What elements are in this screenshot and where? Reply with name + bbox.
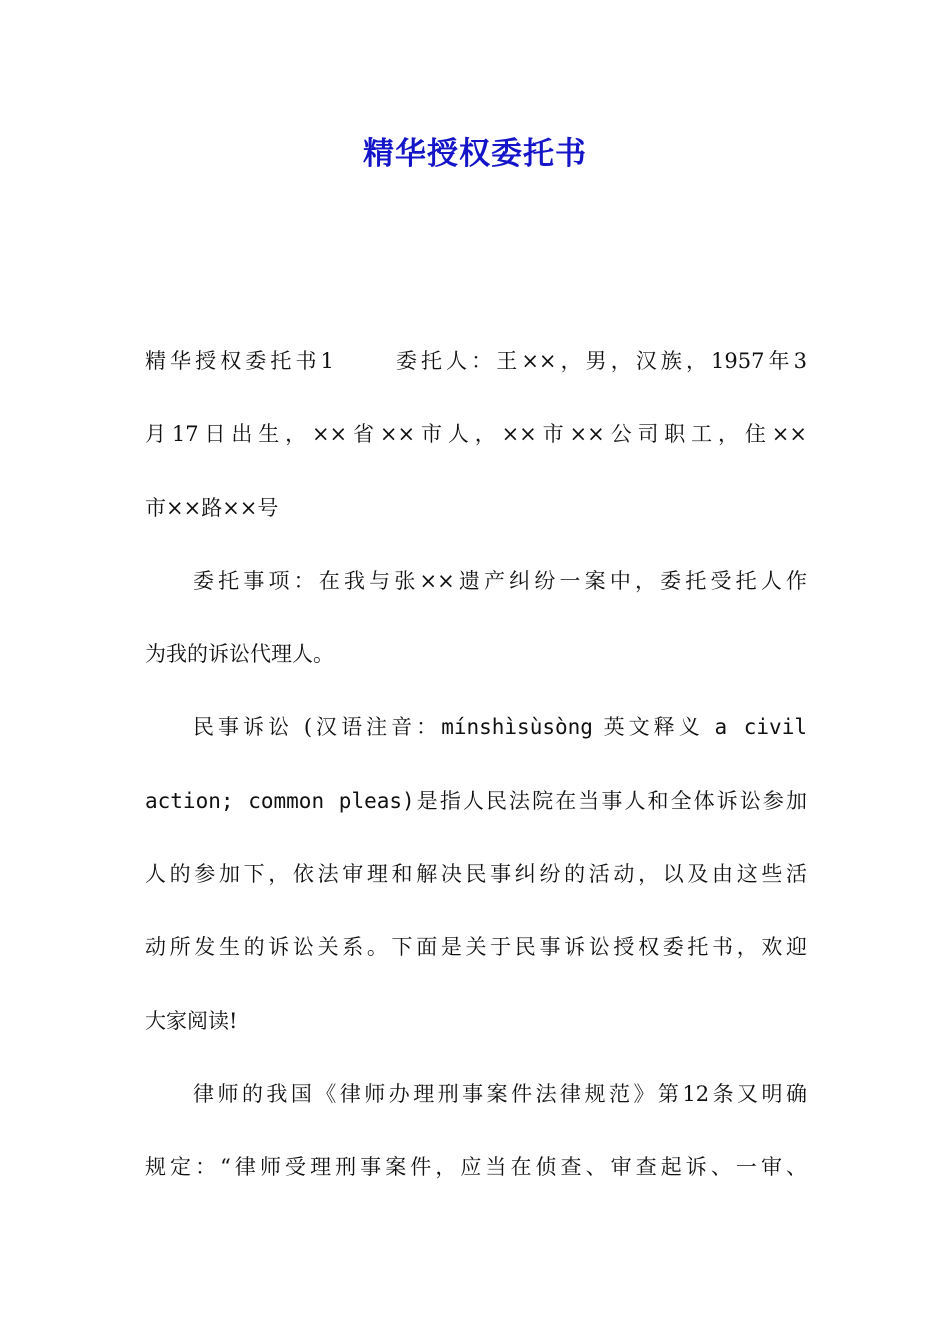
text-line: [145, 704, 807, 777]
text-segment: 民事诉讼 (汉语注音：: [193, 715, 442, 740]
text-line: [145, 778, 807, 851]
text-line: 市××路××号: [145, 495, 279, 520]
document-body: [145, 338, 807, 1218]
text-segment: 委托人：王××，男，汉族，1957年3: [391, 349, 807, 373]
text-segment: 英文释义: [592, 715, 704, 740]
text-line: 律师的我国《律师办理刑事案件法律规范》第12条又明确: [193, 1081, 807, 1106]
text-line: 大家阅读!: [145, 1008, 238, 1033]
text-segment: 是指人民法院在当事人和全体诉讼参加: [414, 788, 807, 813]
text-line: 规定：“律师受理刑事案件，应当在侦查、审查起诉、一审、: [145, 1155, 807, 1180]
pinyin-text: mínshìsùsòng: [441, 715, 593, 740]
text-line: 委托事项：在我与张××遗产纠纷一案中，委托受托人作: [193, 568, 807, 593]
english-text: a civil: [714, 715, 807, 740]
text-line: 人的参加下，依法审理和解决民事纠纷的活动，以及由这些活: [145, 862, 807, 887]
text-segment: 精华授权委托书1: [145, 349, 334, 373]
text-line: 动所发生的诉讼关系。下面是关于民事诉讼授权委托书，欢迎: [145, 935, 807, 960]
document-title: 精华授权委托书: [363, 136, 587, 172]
english-text: action; common pleas): [145, 788, 415, 813]
text-line: 月17日出生，××省××市人，××市××公司职工，住××: [145, 422, 807, 447]
text-line: 为我的诉讼代理人。: [145, 642, 334, 667]
text-line: [145, 338, 807, 411]
